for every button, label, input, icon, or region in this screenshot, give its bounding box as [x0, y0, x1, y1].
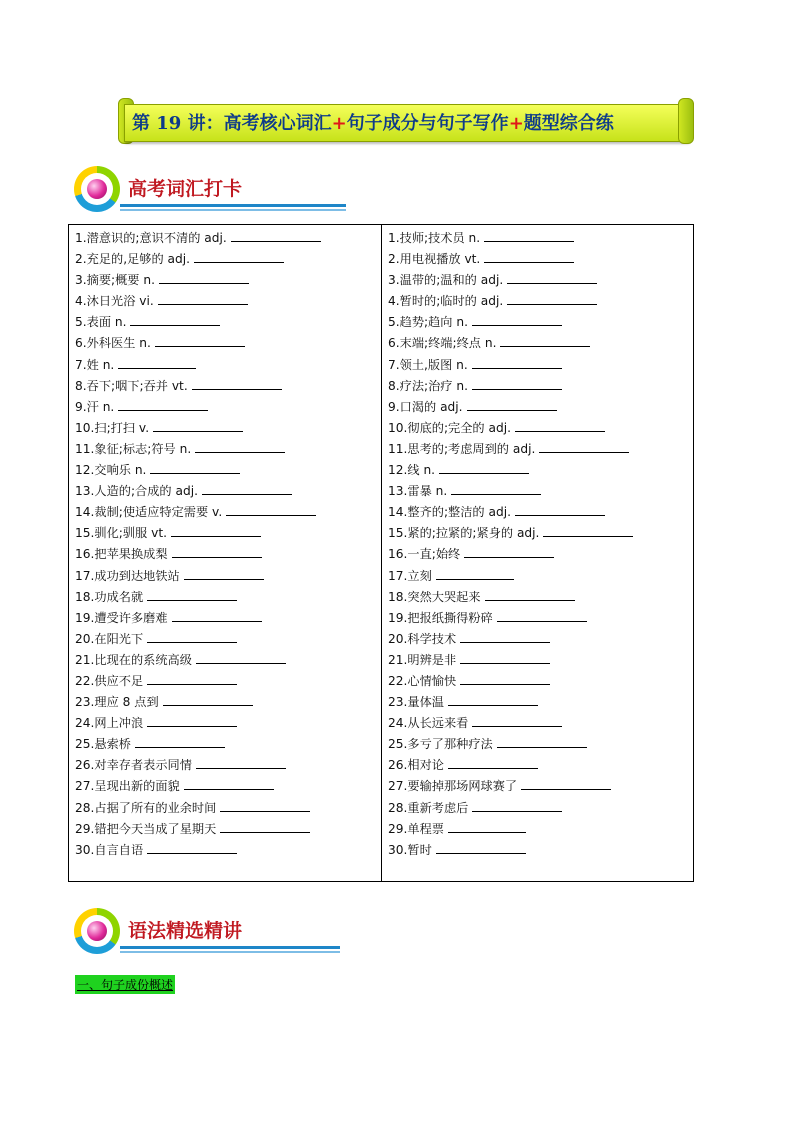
vocab-item [75, 439, 375, 460]
vocab-item [75, 713, 375, 734]
vocab-prompt: 3.摘要;概要 n. [75, 273, 155, 288]
vocab-item [75, 502, 375, 523]
vocab-prompt: 24.网上冲浪 [75, 716, 144, 731]
vocab-prompt: 11.思考的;考虑周到的 adj. [388, 441, 536, 456]
vocab-item [388, 692, 688, 713]
vocab-prompt: 4.暂时的;临时的 adj. [388, 294, 504, 309]
vocab-prompt: 17.成功到达地铁站 [75, 568, 180, 583]
section-title: 语法精选精讲 [128, 920, 243, 942]
vocab-item [75, 333, 375, 354]
vocab-prompt: 30.自言自语 [75, 842, 144, 857]
vocab-item [388, 734, 688, 755]
vocab-prompt: 1.潜意识的;意识不清的 adj. [75, 231, 227, 245]
vocab-prompt: 6.外科医生 n. [75, 336, 151, 351]
subheading: 一、句子成份概述 [75, 975, 175, 994]
answer-blank[interactable] [158, 291, 248, 305]
vocab-item [388, 291, 688, 312]
answer-blank[interactable] [231, 228, 321, 242]
vocab-item [388, 776, 688, 797]
vocab-prompt: 24.从长远来看 [388, 716, 469, 731]
vocab-prompt: 13.雷暴 n. [388, 484, 448, 499]
section-underline [120, 946, 340, 949]
vocab-item [388, 312, 688, 333]
answer-blank[interactable] [147, 671, 237, 685]
answer-blank[interactable] [436, 840, 526, 854]
vocab-prompt: 10.彻底的;完全的 adj. [388, 420, 511, 435]
vocab-item [75, 355, 375, 376]
vocab-item [75, 418, 375, 439]
vocab-prompt: 9.汗 n. [75, 399, 115, 414]
answer-blank[interactable] [153, 418, 243, 432]
vocab-item [75, 755, 375, 776]
vocab-item [75, 270, 375, 291]
answer-blank[interactable] [484, 249, 574, 263]
answer-blank[interactable] [460, 629, 550, 643]
vocab-prompt: 10.扫;打扫 v. [75, 420, 150, 435]
answer-blank[interactable] [184, 776, 274, 790]
answer-blank[interactable] [159, 270, 249, 284]
vocab-item [388, 418, 688, 439]
vocab-item [388, 439, 688, 460]
vocab-prompt: 20.在阳光下 [75, 631, 144, 646]
vocab-item [388, 249, 688, 270]
answer-blank[interactable] [515, 418, 605, 432]
answer-blank[interactable] [521, 776, 611, 790]
answer-blank[interactable] [196, 650, 286, 664]
vocab-prompt: 27.呈现出新的面貌 [75, 779, 180, 794]
vocab-prompt: 17.立刻 [388, 568, 432, 583]
vocab-item [75, 566, 375, 587]
vocab-prompt: 8.吞下;咽下;吞并 vt. [75, 378, 188, 393]
column-divider [381, 225, 382, 881]
vocab-prompt: 25.多亏了那种疗法 [388, 737, 493, 752]
answer-blank[interactable] [436, 566, 514, 580]
answer-blank[interactable] [472, 312, 562, 326]
vocab-prompt: 13.人造的;合成的 adj. [75, 484, 198, 499]
answer-blank[interactable] [451, 481, 541, 495]
vocab-item [75, 291, 375, 312]
vocab-prompt: 26.相对论 [388, 758, 444, 773]
vocab-prompt: 21.比现在的系统高级 [75, 652, 192, 667]
vocab-prompt: 8.疗法;治疗 n. [388, 378, 468, 393]
vocab-item [388, 523, 688, 544]
vocab-item [75, 249, 375, 270]
vocab-item [388, 671, 688, 692]
vocab-item [388, 355, 688, 376]
vocab-item [75, 312, 375, 333]
vocab-item [75, 376, 375, 397]
answer-blank[interactable] [543, 523, 633, 537]
answer-blank[interactable] [196, 755, 286, 769]
answer-blank[interactable] [439, 460, 529, 474]
answer-blank[interactable] [484, 228, 574, 242]
vocab-item [388, 270, 688, 291]
vocab-prompt: 21.明辨是非 [388, 652, 457, 667]
vocab-item [75, 798, 375, 819]
ball-icon [87, 179, 107, 199]
vocab-column-left [75, 228, 375, 861]
vocab-prompt: 12.线 n. [388, 463, 436, 478]
title-part-2: 句子成分与句子写作 [346, 113, 509, 134]
lecture-title [126, 109, 688, 135]
answer-blank[interactable] [171, 523, 261, 537]
vocab-prompt: 2.充足的,足够的 adj. [75, 252, 190, 267]
answer-blank[interactable] [220, 819, 310, 833]
answer-blank[interactable] [135, 734, 225, 748]
vocab-prompt: 3.温带的;温和的 adj. [388, 273, 504, 288]
vocab-prompt: 14.整齐的;整洁的 adj. [388, 505, 511, 520]
vocab-prompt: 9.口渴的 adj. [388, 399, 463, 414]
answer-blank[interactable] [472, 376, 562, 390]
vocab-item [75, 523, 375, 544]
vocab-prompt: 22.心情愉快 [388, 673, 457, 688]
vocab-prompt: 28.重新考虑后 [388, 800, 469, 815]
answer-blank[interactable] [147, 587, 237, 601]
section-header-vocab [74, 166, 294, 218]
vocab-item [75, 397, 375, 418]
vocab-prompt: 25.悬索桥 [75, 737, 131, 752]
answer-blank[interactable] [472, 355, 562, 369]
vocab-item [75, 692, 375, 713]
vocab-prompt: 15.驯化;驯服 vt. [75, 526, 167, 541]
vocab-prompt: 27.要输掉那场网球赛了 [388, 779, 518, 794]
answer-blank[interactable] [472, 798, 562, 812]
vocab-prompt: 2.用电视播放 vt. [388, 252, 481, 267]
vocab-item [75, 460, 375, 481]
vocab-item [388, 397, 688, 418]
answer-blank[interactable] [192, 376, 282, 390]
answer-blank[interactable] [184, 566, 264, 580]
vocab-prompt: 16.一直;始终 [388, 547, 461, 562]
answer-blank[interactable] [515, 502, 605, 516]
answer-blank[interactable] [194, 249, 284, 263]
section-header-grammar [74, 908, 294, 960]
answer-blank[interactable] [202, 481, 292, 495]
answer-blank[interactable] [163, 692, 253, 706]
answer-blank[interactable] [226, 502, 316, 516]
vocab-item [388, 755, 688, 776]
vocab-item [75, 734, 375, 755]
vocab-item [388, 502, 688, 523]
vocab-item [388, 629, 688, 650]
vocab-item [75, 629, 375, 650]
answer-blank[interactable] [130, 312, 220, 326]
title-plus-2: + [508, 113, 524, 134]
answer-blank[interactable] [147, 713, 237, 727]
vocab-item [388, 819, 688, 840]
vocab-item [388, 228, 688, 249]
section-title: 高考词汇打卡 [128, 178, 243, 200]
answer-blank[interactable] [497, 734, 587, 748]
answer-blank[interactable] [507, 270, 597, 284]
vocab-prompt: 15.紧的;拉紧的;紧身的 adj. [388, 526, 540, 541]
vocab-prompt: 28.占据了所有的业余时间 [75, 800, 217, 815]
ball-icon [87, 921, 107, 941]
answer-blank[interactable] [485, 587, 575, 601]
vocab-item [75, 481, 375, 502]
vocab-prompt: 23.理应 8 点到 [75, 695, 159, 710]
vocab-item [75, 819, 375, 840]
answer-blank[interactable] [467, 397, 557, 411]
answer-blank[interactable] [172, 608, 262, 622]
answer-blank[interactable] [147, 840, 237, 854]
vocab-item [388, 333, 688, 354]
title-banner [118, 96, 694, 146]
answer-blank[interactable] [448, 819, 526, 833]
answer-blank[interactable] [507, 291, 597, 305]
vocab-prompt: 29.单程票 [388, 821, 444, 836]
answer-blank[interactable] [155, 333, 245, 347]
vocab-item [75, 840, 375, 861]
section-underline-thin [120, 951, 340, 953]
vocab-item [75, 228, 375, 249]
vocab-item [388, 460, 688, 481]
answer-blank[interactable] [460, 650, 550, 664]
vocab-item [75, 776, 375, 797]
section-underline-thin [120, 209, 346, 211]
vocab-item [388, 587, 688, 608]
vocab-prompt: 19.遭受许多磨难 [75, 610, 168, 625]
vocab-item [388, 376, 688, 397]
vocab-prompt: 7.姓 n. [75, 357, 115, 372]
vocab-prompt: 11.象征;标志;符号 n. [75, 441, 192, 456]
vocab-item [388, 798, 688, 819]
vocab-prompt: 26.对幸存者表示同情 [75, 758, 192, 773]
vocab-prompt: 1.技师;技术员 n. [388, 231, 481, 245]
vocab-prompt: 18.突然大哭起来 [388, 589, 481, 604]
title-part-1: 第 19 讲：高考核心词汇 [132, 113, 332, 134]
vocab-prompt: 22.供应不足 [75, 673, 144, 688]
vocab-item [388, 650, 688, 671]
answer-blank[interactable] [448, 755, 538, 769]
vocab-prompt: 6.末端;终端;终点 n. [388, 336, 497, 351]
answer-blank[interactable] [118, 397, 208, 411]
answer-blank[interactable] [195, 439, 285, 453]
vocab-item [388, 840, 688, 861]
vocab-prompt: 5.趋势;趋向 n. [388, 315, 468, 330]
answer-blank[interactable] [497, 608, 587, 622]
vocab-item [75, 587, 375, 608]
answer-blank[interactable] [150, 460, 240, 474]
section-underline [120, 204, 346, 207]
vocab-prompt: 4.沐日光浴 vi. [75, 294, 154, 309]
answer-blank[interactable] [464, 544, 554, 558]
vocab-item [388, 566, 688, 587]
answer-blank[interactable] [500, 333, 590, 347]
vocab-item [75, 544, 375, 565]
answer-blank[interactable] [147, 629, 237, 643]
vocab-prompt: 14.裁制;使适应特定需要 v. [75, 505, 223, 520]
vocab-item [388, 608, 688, 629]
vocab-item [75, 671, 375, 692]
vocab-prompt: 7.领土,版图 n. [388, 357, 468, 372]
answer-blank[interactable] [448, 692, 538, 706]
vocab-prompt: 30.暂时 [388, 842, 432, 857]
vocab-item [75, 650, 375, 671]
vocab-item [388, 481, 688, 502]
answer-blank[interactable] [460, 671, 550, 685]
answer-blank[interactable] [220, 798, 310, 812]
vocab-prompt: 12.交响乐 n. [75, 463, 147, 478]
answer-blank[interactable] [472, 713, 562, 727]
title-plus-1: + [331, 113, 347, 134]
vocab-item [75, 608, 375, 629]
vocab-prompt: 19.把报纸撕得粉碎 [388, 610, 493, 625]
vocab-prompt: 23.量体温 [388, 695, 444, 710]
vocab-prompt: 5.表面 n. [75, 315, 127, 330]
vocab-item [388, 544, 688, 565]
title-part-3: 题型综合练 [523, 113, 614, 134]
vocab-prompt: 16.把苹果换成梨 [75, 547, 168, 562]
answer-blank[interactable] [539, 439, 629, 453]
answer-blank[interactable] [172, 544, 262, 558]
vocab-prompt: 29.错把今天当成了星期天 [75, 821, 217, 836]
vocab-column-right [388, 228, 688, 861]
vocab-prompt: 20.科学技术 [388, 631, 457, 646]
vocab-prompt: 18.功成名就 [75, 589, 144, 604]
answer-blank[interactable] [118, 355, 196, 369]
vocab-item [388, 713, 688, 734]
vocab-table [68, 224, 694, 882]
